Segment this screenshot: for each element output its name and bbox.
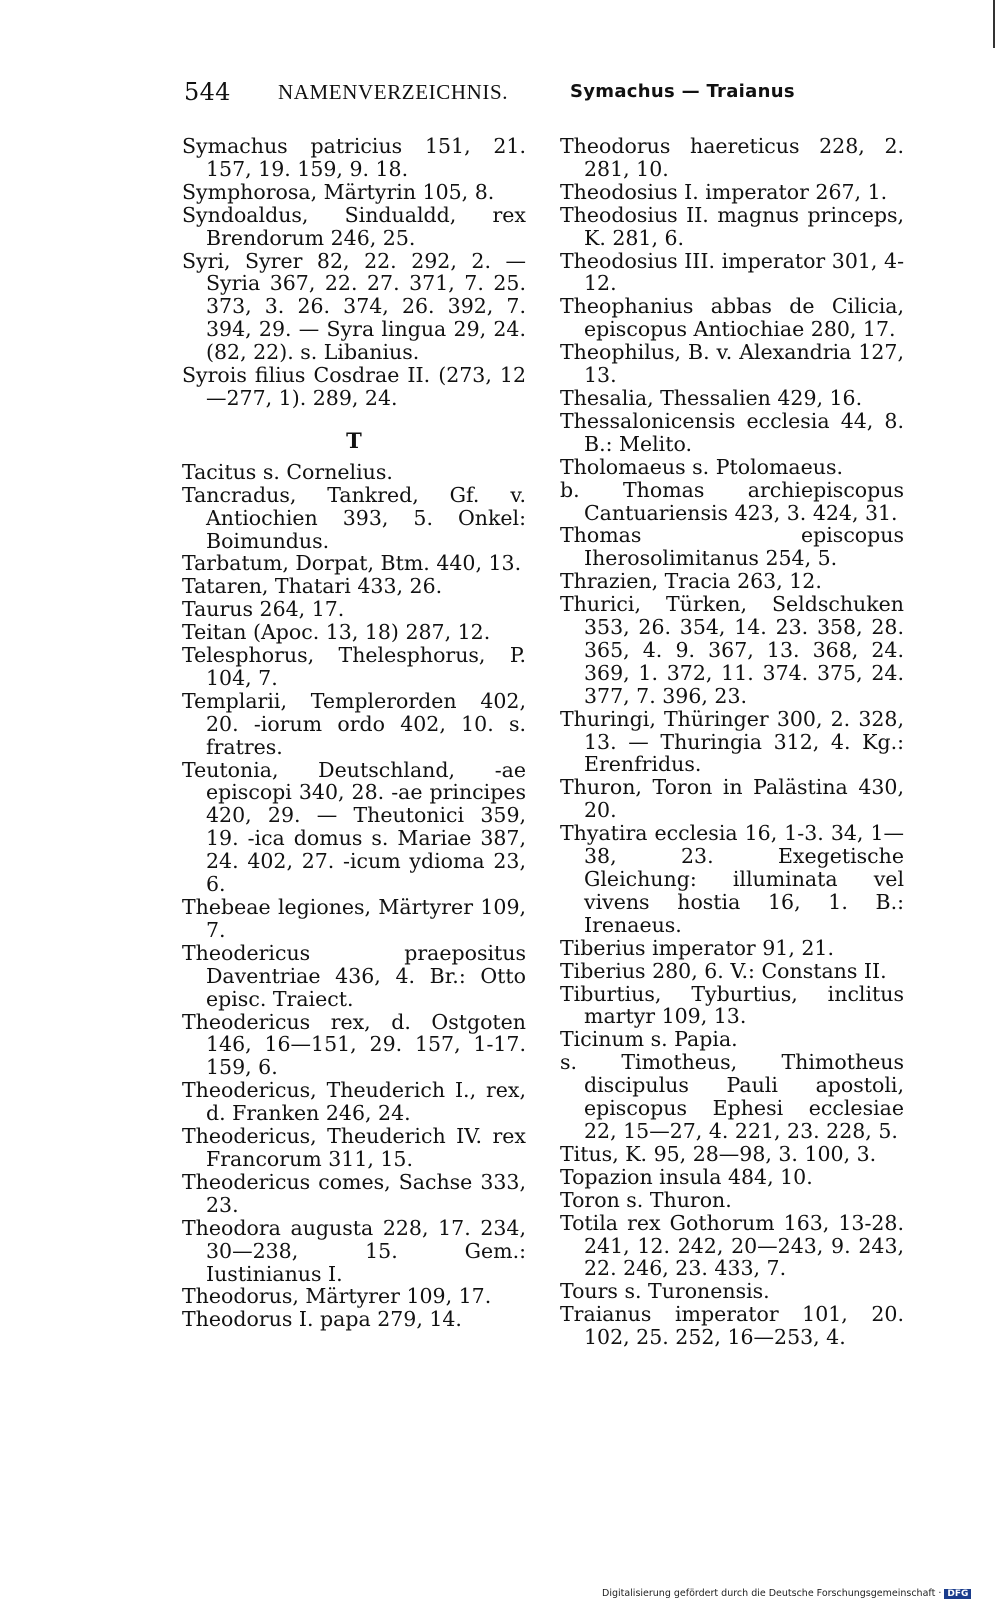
index-entry: Telesphorus, Thelesphorus, P. 104, 7. <box>182 643 526 690</box>
index-entry: s. Timotheus, Thimotheus discipulus Pauli apostoli, episcopus Ephesi ecclesiae 22, 15—27, 4. 221, 23. 228, 5. <box>560 1050 904 1143</box>
index-entry: Traianus imperator 101, 20. 102, 25. 252, 16—253, 4. <box>560 1302 904 1350</box>
index-entry: Teutonia, Deutschland, -ae episcopi 340, 28. -ae principes 420, 29. — Theutonici 359, 19. -ica domus s. Mariae 387, 24. 402, 27. -icum ydioma 23, 6. <box>182 757 526 897</box>
index-entry: Topazion insula 484, 10. <box>560 1164 813 1189</box>
index-entry: Theodorus, Märtyrer 109, 17. <box>182 1284 492 1309</box>
index-entry: Tiberius 280, 6. V.: Constans II. <box>560 958 887 983</box>
index-entry: Syrois filius Cosdrae II. (273, 12—277, 1). 289, 24. <box>182 363 526 410</box>
index-entry: Theodericus, Theuderich IV. rex Francorum 311, 15. <box>182 1124 526 1171</box>
index-entry: Toron s. Thuron. <box>560 1187 732 1212</box>
index-entry: Syri, Syrer 82, 22. 292, 2. — Syria 367, 22. 27. 371, 7. 25. 373, 3. 26. 374, 26. 392, 7. 394, 29. — Syra lingua 29, 24. (82, 22). s. Libanius. <box>182 248 526 365</box>
index-entry: Tours s. Turonensis. <box>560 1279 770 1304</box>
page-title: NAMENVERZEICHNIS. <box>278 80 509 104</box>
index-entry: Theodorus haereticus 228, 2. 281, 10. <box>560 134 904 181</box>
index-entry: Templarii, Templerorden 402, 20. -iorum ordo 402, 10. s. fratres. <box>182 688 526 759</box>
index-entry: Thomas episcopus Iherosolimitanus 254, 5. <box>560 523 904 571</box>
index-entry: Totila rex Gothorum 163, 13-28. 241, 12. 242, 20—243, 9. 243, 22. 246, 23. 433, 7. <box>560 1210 904 1281</box>
index-entry: Theophilus, B. v. Alexandria 127, 13. <box>560 340 904 388</box>
page-number: 544 <box>184 78 231 106</box>
index-entry: Thesalia, Thessalien 429, 16. <box>560 385 863 410</box>
index-entry: Tarbatum, Dorpat, Btm. 440, 13. <box>182 551 522 576</box>
index-entry: Tiberius imperator 91, 21. <box>560 935 834 960</box>
index-entry: Thyatira ecclesia 16, 1-3. 34, 1—38, 23. Exegetische Gleichung: illuminata vel vivens hostia 16, 1. B.: Irenaeus. <box>560 821 904 937</box>
index-entry: Symphorosa, Märtyrin 105, 8. <box>182 179 495 204</box>
index-entry: Thuron, Toron in Palästina 430, 20. <box>560 775 904 823</box>
section-letter: T <box>346 427 362 453</box>
index-entry: Theodericus praepositus Daventriae 436, 4. Br.: Otto episc. Traiect. <box>182 940 526 1011</box>
index-entry: Theophanius abbas de Cilicia, episcopus Antiochiae 280, 17. <box>560 294 904 342</box>
funding-footer <box>602 1588 992 1602</box>
index-entry: Ticinum s. Papia. <box>560 1027 738 1052</box>
index-entry: Tiburtius, Tyburtius, inclitus martyr 109, 13. <box>560 981 904 1029</box>
index-entry: Theodorus I. papa 279, 14. <box>182 1307 462 1332</box>
dfg-logo: DFG <box>944 1589 971 1599</box>
index-entry: Tacitus s. Cornelius. <box>182 459 393 484</box>
index-entry: b. Thomas archiepiscopus Cantuariensis 423, 3. 424, 31. <box>560 477 904 525</box>
index-entry: Theodora augusta 228, 17. 234, 30—238, 15. Gem.: Iustinianus I. <box>182 1215 526 1286</box>
page-header <box>184 78 884 110</box>
index-entry: Tholomaeus s. Ptolomaeus. <box>560 454 844 479</box>
index-entry: Theodosius III. imperator 301, 4-12. <box>560 248 904 296</box>
index-entry: Syndoaldus, Sindualdd, rex Brendorum 246, 25. <box>182 202 526 250</box>
index-entry: Teitan (Apoc. 13, 18) 287, 12. <box>182 620 491 645</box>
index-entry: Symachus patricius 151, 21. 157, 19. 159, 9. 18. <box>182 134 526 181</box>
page-edge-line <box>993 0 995 48</box>
entry-range: Symachus — Traianus <box>570 81 795 102</box>
index-entry: Taurus 264, 17. <box>182 597 345 622</box>
index-entry: Theodericus rex, d. Ostgoten 146, 16—151, 29. 157, 1-17. 159, 6. <box>182 1009 526 1080</box>
index-entry: Thebeae legiones, Märtyrer 109, 7. <box>182 895 526 942</box>
index-entry: Thrazien, Tracia 263, 12. <box>560 569 822 594</box>
right-column <box>560 135 904 1349</box>
index-entry: Theodericus, Theuderich I., rex, d. Franken 246, 24. <box>182 1078 526 1126</box>
index-entry: Theodosius II. magnus princeps, K. 281, 6. <box>560 202 904 250</box>
index-entry: Theodericus comes, Sachse 333, 23. <box>182 1169 526 1217</box>
index-entry: Tancradus, Tankred, Gf. v. Antiochien 393, 5. Onkel: Boimundus. <box>182 482 526 553</box>
index-entry: Thurici, Türken, Seldschuken 353, 26. 354, 14. 23. 358, 28. 365, 4. 9. 367, 13. 368, 24. 369, 1. 372, 11. 374. 375, 24. 377, 7. 396, 23. <box>560 592 904 708</box>
left-column <box>182 135 526 1331</box>
index-entry: Theodosius I. imperator 267, 1. <box>560 179 888 204</box>
footer-text: Digitalisierung gefördert durch die Deutsche Forschungsgemeinschaft · <box>602 1588 942 1599</box>
index-entry: Titus, K. 95, 28—98, 3. 100, 3. <box>560 1141 877 1166</box>
index-entry: Thessalonicensis ecclesia 44, 8. B.: Melito. <box>560 408 904 456</box>
index-entry: Thuringi, Thüringer 300, 2. 328, 13. — Thuringia 312, 4. Kg.: Erenfridus. <box>560 706 904 777</box>
index-entry: Tataren, Thatari 433, 26. <box>182 574 443 599</box>
